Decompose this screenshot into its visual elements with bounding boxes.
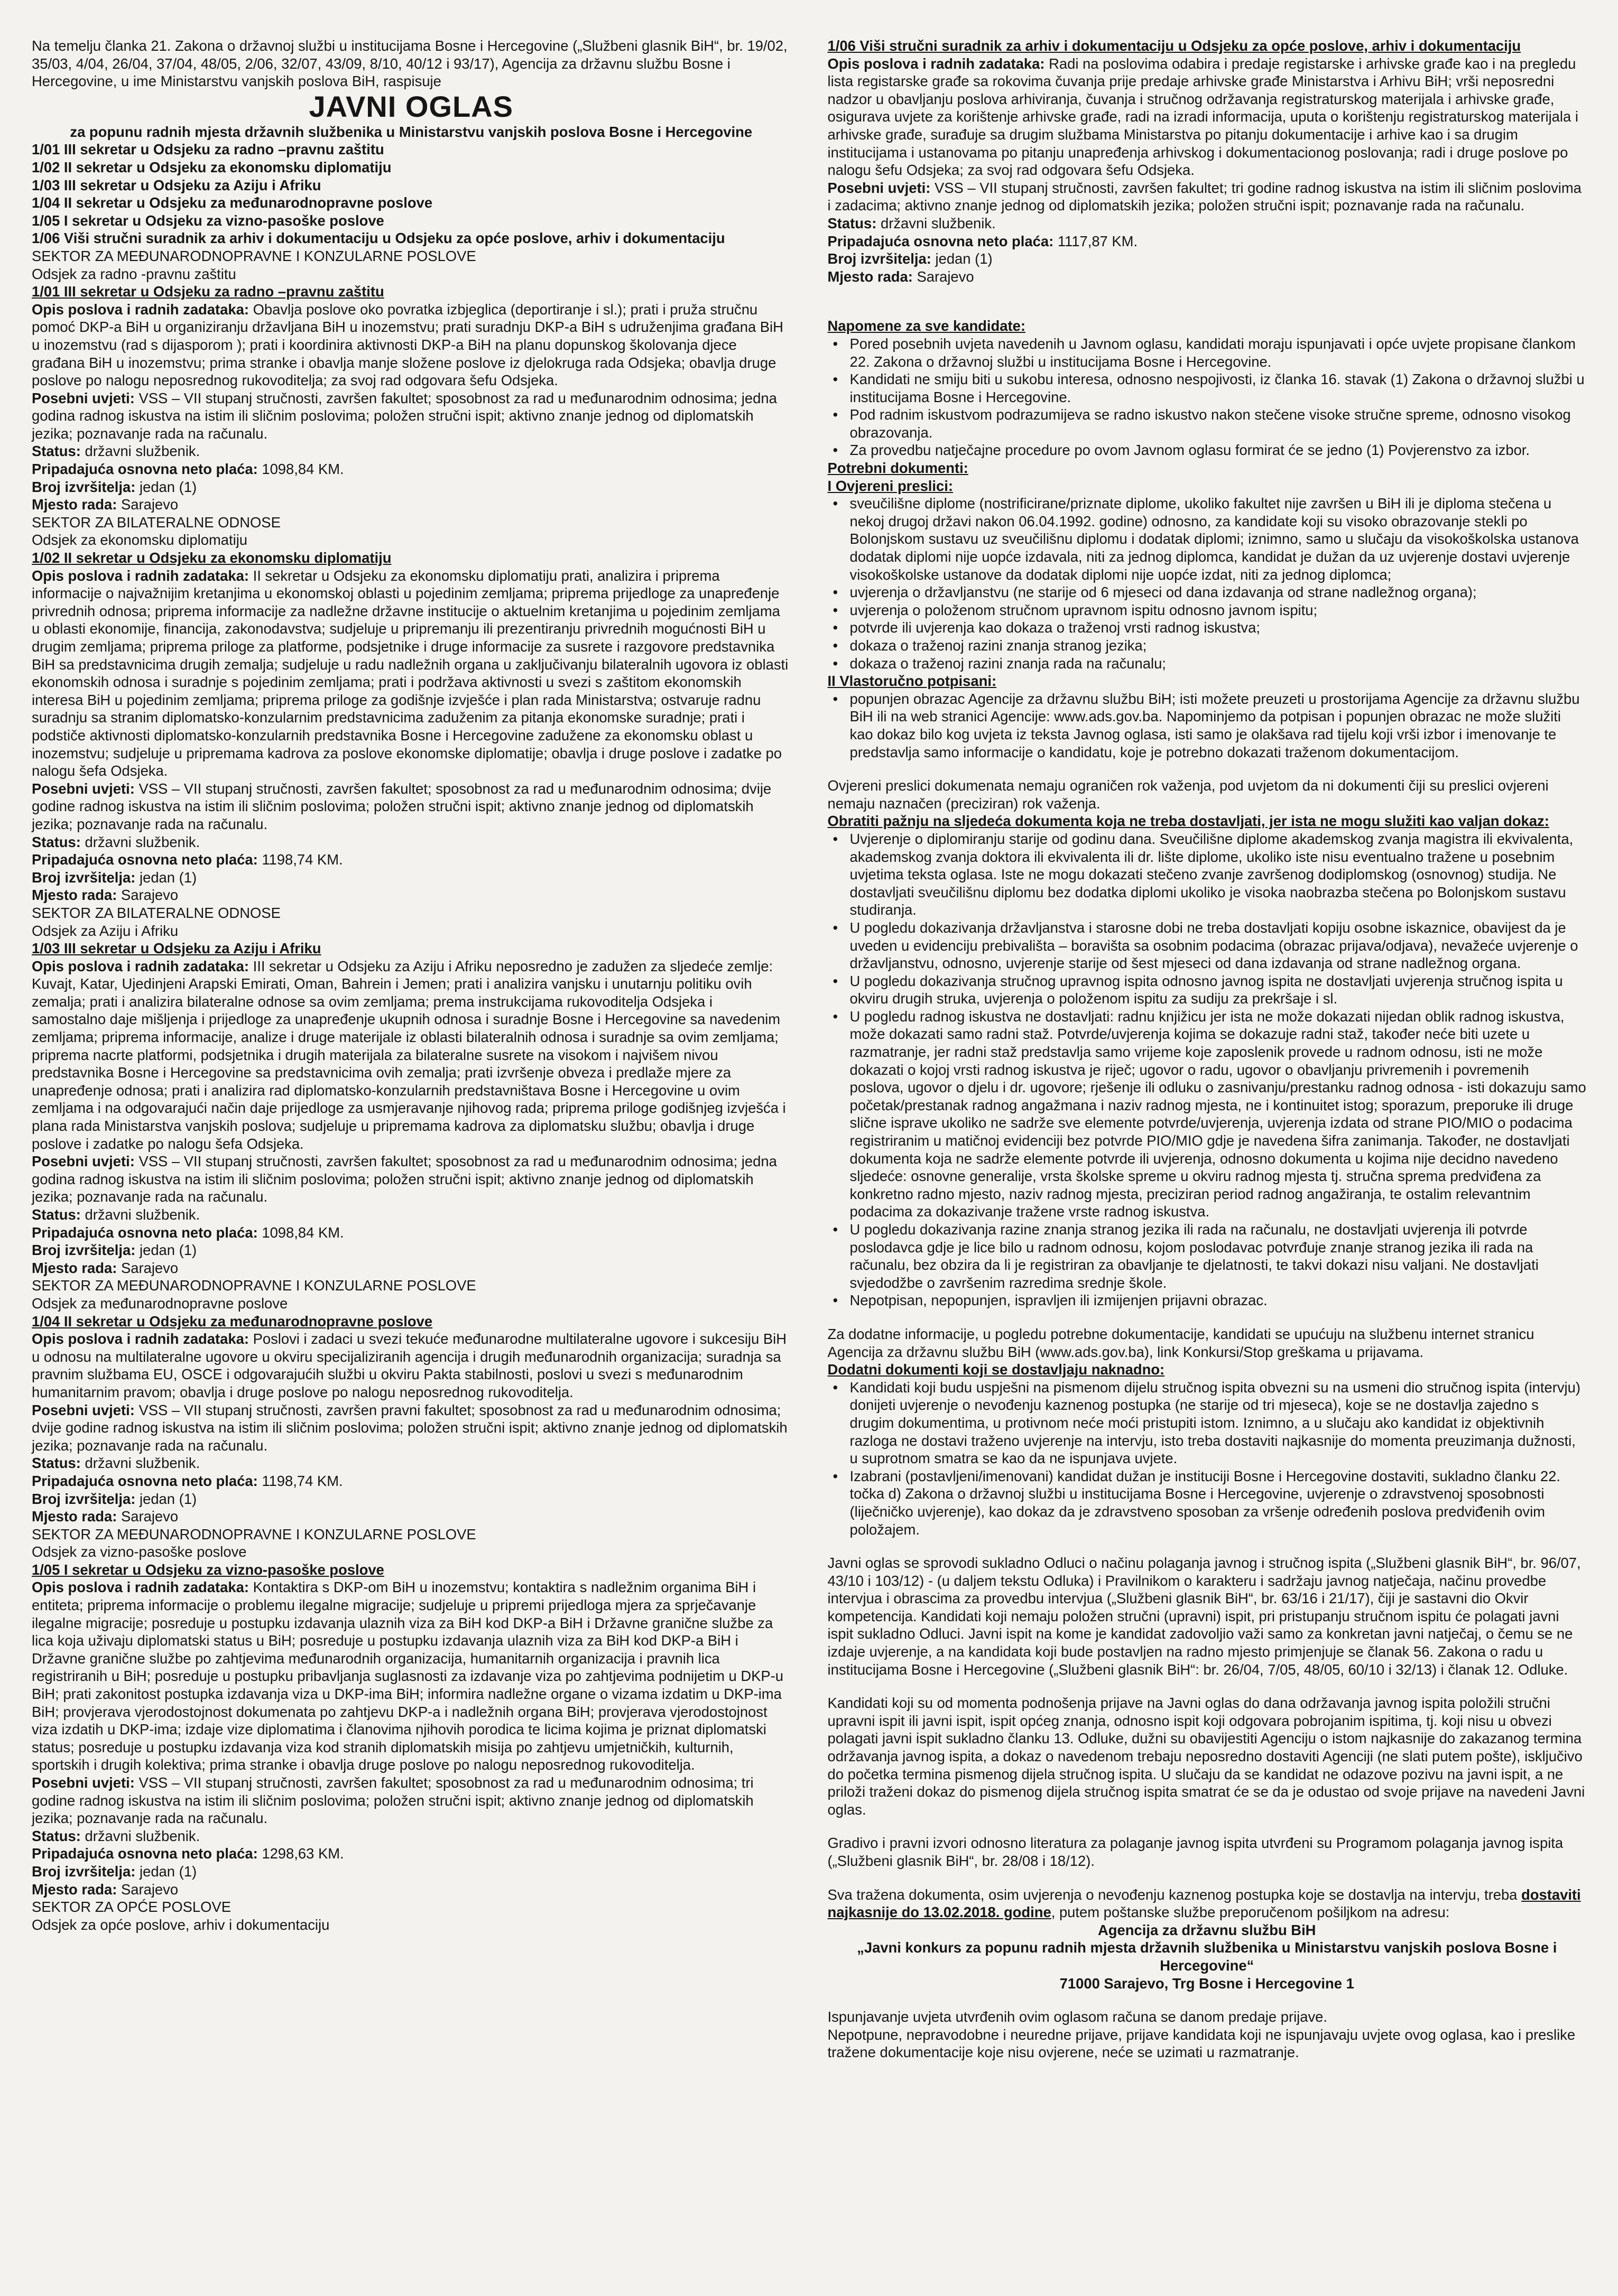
- position-list: [32, 141, 791, 247]
- additional-list: [828, 1379, 1587, 1538]
- position-status: Status: državni službenik.: [32, 1827, 200, 1844]
- list-item: • potvrde ili uvjerenja kao dokaza o traženoj vrsti radnog iskustva;: [850, 619, 1587, 637]
- literature-paragraph: Gradivo i pravni izvori odnosno literatura za polaganje javnog ispita utvrđeni su Programom polaganja javnog ispita („Službeni glasnik BiH“, br. 28/08 i 18/12).: [827, 1835, 1564, 1869]
- list-item: • Izabrani (postavljeni/imenovani) kandidat dužan je instituciji Bosne i Hercegovine dostaviti, sukladno članku 22. točka d) Zakona o državnoj službi u institucijama Bosne i Hercegovine, uvjerenje o zdravstvenoj sposobnosti (liječničko uvjerenje), kao dokaz da je zdravstveno sposoban za vršenje određenih poslova predviđenih ovim položajem.: [850, 1467, 1587, 1538]
- department-name: Odsjek za ekonomsku diplomatiju: [32, 532, 248, 549]
- mailing-address: [828, 1921, 1587, 1992]
- list-item: • U pogledu dokazivanja stručnog upravnog ispita odnosno javnog ispita ne dostavljati uvjerenja stručnog ispita u okviru drugih struka, uvjerenja o položenom ispitu za sudiju za prekršaje i sl.: [850, 972, 1587, 1008]
- department-name: Odsjek za vizno-pasoške poslove: [32, 1544, 247, 1560]
- position-description: Opis poslova i radnih zadataka: Obavlja poslove oko povratka izbjeglica (deportiranje i sl.); prati i pruža stručnu pomoć DKP-a BiH u organiziranju državljana BiH u inozemstvu; prati suradnju DKP-a BiH s udruženjima građana BiH u inozemstvu (rad s dijasporom ); prati i koordinira aktivnosti DKP-a BiH na planu dopunskog školovanja djece građana BiH u inozemstvu; prima stranke i obavlja manje složene poslove iz djelokruga rada Odsjeka; obavlja druge poslove po nalogu neposrednog rukovoditelja; za svoj rad odgovara šefu Odsjeka.: [32, 301, 783, 389]
- position-count: Broj izvršitelja: jedan (1): [827, 250, 993, 267]
- position-heading: 1/04 II sekretar u Odsjeku za međunarodnopravne poslove: [32, 1313, 433, 1330]
- position-salary: Pripadajuća osnovna neto plaća: 1098,84 KM.: [32, 1224, 344, 1241]
- sector-heading: [32, 1898, 791, 1934]
- sector-name: SEKTOR ZA MEĐUNARODNOPRAVNE I KONZULARNE POSLOVE: [32, 247, 476, 264]
- sector-name: SEKTOR ZA BILATERALNE ODNOSE: [32, 514, 281, 531]
- position-location: Mjesto rada: Sarajevo: [32, 1508, 179, 1525]
- additional-heading: Dodatni dokumenti koji se dostavljaju naknadno:: [827, 1361, 1165, 1378]
- right-column: [828, 37, 1587, 2275]
- position-description: Opis poslova i radnih zadataka: II sekretar u Odsjeku za ekonomsku diplomatiju prati, analizira i priprema informacije o najvažnijim kretanjima u ekonomskoj oblasti u pojedinim zemljama; priprema prijedloge za unapređenje privrednih odnosa; priprema informacije za nadležne državne institucije o aktuelnim kretanjima u pojedinim zemljama u oblasti ekonomije, financija, zakonodavstva; sudjeluje u pripremanju ili prezentiranju privrednih mogućnosti BiH u drugim zemljama; priprema priloge za platforme, podsjetnike i druge informacije za susrete i razgovore predstavnika BiH sa predstavnicima drugih zemalja; sudjeluje u radu nadležnih organa u zaključivanju bilateralnih ugovora iz oblasti ekonomskih odnosa i suradnje s pojedinim zemljama; prati i podržava aktivnosti u svezi s zaštitom ekonomskih interesa BiH u pojedinim zemljama; priprema priloge za godišnje izvješće i plan rada Ministarstva; ostvaruje radnu suradnju sa stranim diplomatsko-konzularnim predstavnicima zaduženim za pitanja ekonomske suradnje; prati i podstiče aktivnosti diplomatsko-konzularnih predstavnika Bosne i Hercegovine zadužene za ekonomsku oblast u inozemstvu; sudjeluje u pripremama kadrova za poslove ekonomske diplomatije; obavlja i druge poslove i zadatke po nalogu šefa Odsjeka.: [32, 567, 789, 779]
- department-name: Odsjek za Aziju i Afriku: [32, 922, 179, 939]
- list-item: • sveučilišne diplome (nostrificirane/priznate diplome, ukoliko fakultet nije završen u BiH ili je diploma stečena u nekoj drugoj državi nakon 06.04.1992. godine) odnosno, za kandidate koji su visoko obrazovanje stekli po Bolonjskom sustavu uz sveučilišnu diplomu i dodatak diplomi; iznimno, samo u slučaju da visokoškolska ustanova dodatak diplomi nije uopće izdavala, niti za jednog diplomca, kandidat je dužan da uz uvjerenje dostavi uvjerenje visokoškolske ustanove da dodatak diplomi nije uopće izdat, niti za jednog diplomca;: [850, 495, 1587, 583]
- candidates-paragraph: Kandidati koji su od momenta podnošenja prijave na Javni oglas do dana održavanja javnog ispita položili stručni upravni ispit ili javni ispit, ispit općeg znanja, odnosno ispit koji odgovara pobrojanim ispitima, tj. koji nisu u obvezi polagati javni ispit sukladno članku 13. Odluke, dužni su obavijestiti Agenciju o istom najkasnije do zakazanog termina održavanja javnog ispita, a dokaz o navedenom trebaju neposredno dostaviti Agenciji (ne slati putem pošte), isključivo do početka termina pismenog dijela stručnog ispita. U slučaju da se kandidat ne odazove pozivu na javni ispit, a ne priloži traženi dokaz do pismenog dijela stručnog ispita smatrat će se da je odustao od svoje prijave na navedeni Javni oglas.: [827, 1695, 1585, 1818]
- position-list-item: 1/05 I sekretar u Odsjeku za vizno-pasoške poslove: [32, 212, 384, 229]
- address-line: Agencija za državnu službu BiH: [1098, 1921, 1316, 1938]
- position-conditions: Posebni uvjeti: VSS – VII stupanj stručnosti, završen fakultet; sposobnost za rad u međunarodnim odnosima; jedna godina radnog iskustva na istim ili sličnim poslovima; položen stručni ispit; aktivno znanje jednog od diplomatskih jezika; poznavanje rada na računalu.: [32, 389, 777, 442]
- position-heading: 1/06 Viši stručni suradnik za arhiv i dokumentaciju u Odsjeku za opće poslove, arhiv i dokumentaciju: [827, 38, 1521, 54]
- sector-name: SEKTOR ZA MEĐUNARODNOPRAVNE I KONZULARNE POSLOVE: [32, 1526, 476, 1542]
- list-item: • Pored posebnih uvjeta navedenih u Javnom oglasu, kandidati moraju ispunjavati i opće uvjete propisane člankom 22. Zakona o državnoj službi u institucijama Bosne i Hercegovine.: [850, 335, 1587, 370]
- sector-name: SEKTOR ZA MEĐUNARODNOPRAVNE I KONZULARNE POSLOVE: [32, 1277, 476, 1294]
- position-block: [32, 549, 791, 904]
- list-item: • U pogledu radnog iskustva ne dostavljati: radnu knjižicu jer ista ne može dokazati nijedan oblik radnog iskustva, može dokazati samo radni staž. Potvrde/uvjerenja kojima se dokazuje radni staž, također neće biti uzete u razmatranje, jer radni staž predstavlja samo vrijeme koje zaposlenik provede u radnom odnosu, isti ne može dokazati o kojoj vrsti radnog iskustva je riječ; ugovor o radu, ugovor o obavljanju privremenih i povremenih poslova, ugovor o djelu i dr. ugovore; rješenje ili odluku o zasnivanju/prestanku radnog odnosa - isti dokazuju samo početak/prestanak radnog angažmana i naziv radnog mjesta, ne i kontinuitet istog; sporazum, preporuke ili druge slične isprave ukoliko ne sadrže sve elemente potvrde/uvjerenja, uvjerenja izdata od strane PIO/MIO o podacima registriranim u matičnoj evidenciji bez potvrde PIO/MIO gdje je navedena šifra zanimanja. Također, ne dostavljati dokumenta koja ne sadrže elemente potvrde ili uvjerenja, odnosno dokumenta u kojima nije decidno navedeno sljedeće: osnovne generalije, vrsta školske spreme u okviru radnog mjesta tj. stručna sprema predviđena za konkretno radno mjesto, naziv radnog mjesta, preciziran period radnog angažiranja, te ostalim relevantnim podacima za dokazivanje tražene vrste radnog iskustva.: [850, 1008, 1587, 1221]
- sector-heading: [32, 1277, 791, 1312]
- position-count: Broj izvršitelja: jedan (1): [32, 1242, 197, 1259]
- docs-heading: Potrebni dokumenti:: [827, 460, 968, 477]
- address-line: 71000 Sarajevo, Trg Bosne i Hercegovine 1: [1059, 1975, 1354, 1992]
- position-count: Broj izvršitelja: jedan (1): [32, 478, 197, 495]
- position-status: Status: državni službenik.: [32, 833, 200, 850]
- position-block: [828, 37, 1587, 285]
- list-item: • Uvjerenje o diplomiranju starije od godinu dana. Sveučilišne diplome akademskog zvanja magistra ili ekvivalenta, akademskog zvanja doktora ili ekvivalenta ili dr. lište diplome, ukoliko iste nisu eventualno tražene u posebnim uvjetima teksta oglasa. Iste ne mogu dokazati stečeno zvanje završenog dodiplomskog (osnovnog) studija. Ne dostavljati sveučilišnu diplomu bez dodatka diplomi ukoliko je visoka naobrazba stečena po Bolonjskom sustavu studiranja.: [850, 830, 1587, 919]
- position-count: Broj izvršitelja: jedan (1): [32, 1863, 197, 1880]
- position-block: [32, 940, 791, 1277]
- list-item: • Kandidati ne smiju biti u sukobu interesa, odnosno nespojivosti, iz članka 16. stavak (1) Zakona o državnoj službi u institucijama Bosne i Hercegovine.: [850, 370, 1587, 406]
- docs-list: [828, 495, 1587, 672]
- position-location: Mjesto rada: Sarajevo: [32, 887, 179, 904]
- position-heading: 1/01 III sekretar u Odsjeku za radno –pravnu zaštitu: [32, 283, 384, 300]
- position-heading: 1/05 I sekretar u Odsjeku za vizno-pasoške poslove: [32, 1561, 384, 1578]
- sector-heading: [32, 1526, 791, 1561]
- position-count: Broj izvršitelja: jedan (1): [32, 869, 197, 886]
- position-status: Status: državni službenik.: [827, 215, 996, 231]
- info-paragraph: Za dodatne informacije, u pogledu potrebne dokumentacije, kandidati se upućuju na službenu internet stranicu Agencija za državnu službu BiH (www.ads.gov.ba), link Konkursi/Stop greškama u prijavama.: [827, 1325, 1534, 1360]
- position-conditions: Posebni uvjeti: VSS – VII stupanj stručnosti, završen fakultet; sposobnost za rad u međunarodnim odnosima; tri godine radnog iskustva na istim ili sličnim poslovima; položen stručni ispit; aktivno znanje jednog od diplomatskih jezika; poznavanje rada na računalu.: [32, 1774, 754, 1827]
- position-list-item: 1/03 III sekretar u Odsjeku za Aziju i Afriku: [32, 176, 321, 193]
- position-description: Opis poslova i radnih zadataka: III sekretar u Odsjeku za Aziju i Afriku neposredno je zadužen za sljedeće zemlje: Kuvajt, Katar, Ujedinjeni Arapski Emirati, Oman, Bahrein i Jemen; prati i analizira vanjsku i unutarnju politiku ovih zemalja; prati i analizira bilateralne odnose sa ovim zemljama; prema instrukcijama rukovoditelja Odsjeka i samostalno daje mišljenja i prijedloge za unapređenje ukupnih odnosa i suradnje Bosne i Hercegovine sa navedenim zemljama; priprema informacije, analize i druge materijale iz oblasti bilateralnih odnosa i suradnje sa ovim zemljama; priprema nacrte platformi, podsjetnika i drugih materijala za bilateralne susrete na visokom i najvišem nivou predstavnika Bosne i Hercegovine sa predstavnicima ovih zemalja; prati izvršenje obveza i predlaže mjere za unapređenje odnosa; prati i analizira rad diplomatsko-konzularnih predstavništava Bosne i Hercegovine u ovim zemljama i na odgovarajući način daje prijedloge za usmjeravanje njihovog rada; priprema priloge godišnjeg izvješća i plana rada Ministarstva vanjskih poslova; sudjeluje u pripremama kadrova za diplomatsku službu; obavlja i druge poslove i zadatke po nalogu šefa Odsjeka.: [32, 958, 786, 1152]
- deadline-paragraph: Sva tražena dokumenta, osim uvjerenja o nevođenju kaznenog postupka koje se dostavlja na intervju, treba dostaviti najkasnije do 13.02.2018. godine, putem poštanske službe preporučenom pošiljkom na adresu:: [827, 1886, 1581, 1921]
- final-note: Ispunjavanje uvjeta utvrđenih ovim oglasom računa se danom predaje prijave.: [827, 2009, 1328, 2025]
- sector-heading: [32, 514, 791, 549]
- docs-subheading: I Ovjereni preslici:: [827, 477, 953, 494]
- list-item: • U pogledu dokazivanja državljanstva i starosne dobi ne treba dostavljati kopiju osobne iskaznice, obavijest da je uveden u evidenciju prebivališta – boravišta sa osobnim podacima (obrazac prijava/odjava), nevažeće uvjerenje o državljanstvu, odnosno, uvjerenje starije od šest mjeseci od dana izdavanja od strane nadležnog organa.: [850, 919, 1587, 972]
- sector-name: SEKTOR ZA OPĆE POSLOVE: [32, 1899, 231, 1916]
- department-name: Odsjek za radno -pravnu zaštitu: [32, 265, 236, 282]
- sector-name: SEKTOR ZA BILATERALNE ODNOSE: [32, 904, 281, 921]
- ad-subtitle: za popunu radnih mjesta državnih službenika u Ministarstvu vanjskih poslova Bosne i Hercegovine: [70, 123, 753, 140]
- position-salary: Pripadajuća osnovna neto plaća: 1117,87 KM.: [827, 233, 1138, 249]
- left-column: [32, 37, 791, 2275]
- position-location: Mjesto rada: Sarajevo: [32, 496, 179, 513]
- position-salary: Pripadajuća osnovna neto plaća: 1198,74 KM.: [32, 1472, 343, 1489]
- position-list-item: 1/06 Viši stručni suradnik za arhiv i dokumentaciju u Odsjeku za opće poslove, arhiv i dokumentaciju: [32, 230, 725, 247]
- final-note: Nepotpune, nepravodobne i neuredne prijave, prijave kandidata koji ne ispunjavaju uvjete ovog oglasa, kao i preslike tražene dokumentacije koje nisu ovjerene, neće se uzimati u razmatranje.: [827, 2026, 1576, 2061]
- position-conditions: Posebni uvjeti: VSS – VII stupanj stručnosti, završen pravni fakultet; sposobnost za rad u međunarodnim odnosima; dvije godine radnog iskustva na istim ili sličnim poslovima; položen stručni ispit; aktivno znanje jednog od diplomatskih jezika; poznavanje rada na računalu.: [32, 1401, 788, 1454]
- position-conditions: Posebni uvjeti: VSS – VII stupanj stručnosti, završen fakultet; sposobnost za rad u međunarodnim odnosima; jedna godina radnog iskustva na istim ili sličnim poslovima; položen stručni ispit; aktivno znanje jednog od diplomatskih jezika; poznavanje rada na računalu.: [32, 1153, 777, 1205]
- position-heading: 1/03 III sekretar u Odsjeku za Aziju i Afriku: [32, 940, 321, 957]
- warning-heading: Obratiti pažnju na sljedeća dokumenta koja ne treba dostavljati, jer ista ne mogu služiti kao valjan dokaz:: [827, 813, 1549, 830]
- position-count: Broj izvršitelja: jedan (1): [32, 1490, 197, 1507]
- position-block: [32, 1561, 791, 1898]
- position-heading: 1/02 II sekretar u Odsjeku za ekonomsku diplomatiju: [32, 550, 392, 566]
- position-status: Status: državni službenik.: [32, 443, 200, 460]
- position-block: [32, 283, 791, 514]
- list-item: • dokaza o traženoj razini znanja rada na računalu;: [850, 655, 1587, 673]
- position-conditions: Posebni uvjeti: VSS – VII stupanj stručnosti, završen fakultet; tri godine radnog iskustva na istim ili sličnim poslovima i zadacima; aktivno znanje jednog od diplomatskih jezika; položen stručni ispit; poznavanje rada na računalu.: [827, 179, 1582, 214]
- position-status: Status: državni službenik.: [32, 1455, 200, 1472]
- position-location: Mjesto rada: Sarajevo: [827, 268, 974, 285]
- docs-list: [828, 690, 1587, 761]
- position-description: Opis poslova i radnih zadataka: Kontaktira s DKP-om BiH u inozemstvu; kontaktira s nadležnim organima BiH i entiteta; priprema informacije o problemu ilegalne migracije; sudjeluje u pripremi prijedloga mjera za sprječavanje ilegalne migracije; posreduje u postupku izdavanja ulaznih viza za BiH kod DKP-a BiH i Državne granične službe za lica koja uživaju diplomatski status u BiH; posreduje u postupku izdavanja ulaznih viza za BiH kod DKP-a BiH i Državne granične službe po zahtjevima međunarodnih organizacija, humanitarnih organizacija i pravnih lica registriranih u BiH; posreduje u postupku pribavljanja suglasnosti za izdavanje viza po zahtjevima podnijetim u DKP-u BiH; prati zakonitost postupka izdavanja viza u DKP-ima BiH; informira nadležne organe o vizama izdatim u DKP-ima BiH; provjerava vjerodostojnost dokumenata po zahtjevu DKP-a i nadležnih organa BiH; provjerava vjerodostojnost viza izdatih u DKP-ima; izdaje vize diplomatima i članovima njihovih porodica te licima kojima je priznat diplomatski status; posreduje u postupku izdavanja viza kod stranih diplomatskih misija po zahtjevu umjetničkih, kulturnih, sportskih i drugih kolektiva; prima stranke i obavlja druge poslove po nalogu neposrednog rukovoditelja.: [32, 1579, 784, 1773]
- position-conditions: Posebni uvjeti: VSS – VII stupanj stručnosti, završen fakultet; sposobnost za rad u međunarodnim odnosima; dvije godine radnog iskustva na istim ili sličnim poslovima; položen stručni ispit; aktivno znanje jednog od diplomatskih jezika; poznavanje rada na računalu.: [32, 780, 772, 832]
- position-salary: Pripadajuća osnovna neto plaća: 1198,74 KM.: [32, 851, 343, 868]
- position-salary: Pripadajuća osnovna neto plaća: 1298,63 KM.: [32, 1845, 344, 1862]
- department-name: Odsjek za opće poslove, arhiv i dokumentaciju: [32, 1916, 330, 1933]
- intro-paragraph: Na temelju članka 21. Zakona o državnoj službi u institucijama Bosne i Hercegovine („Službeni glasnik BiH“, br. 19/02, 35/03, 4/04, 26/04, 37/04, 48/05, 2/06, 32/07, 43/09, 8/10, 40/12 i 93/17), Agencija za državnu službu Bosne i Hercegovine, u ime Ministarstvu vanjskih poslova BiH, raspisuje: [32, 38, 788, 90]
- list-item: • Pod radnim iskustvom podrazumijeva se radno iskustvo nakon stečene visoke stručne spreme, odnosno visokog obrazovanja.: [850, 406, 1587, 441]
- exam-paragraph: Javni oglas se sprovodi sukladno Odluci o načinu polaganja javnog i stručnog ispita („Službeni glasnik BiH“, br. 96/07, 43/10 i 103/12) - (u daljem tekstu Odluka) i Pravilnikom o karakteru i sadržaju javnog natječaja, načinu provedbe intervjua i obrascima za provedbu intervjua („Službeni glasnik BiH“, br. 63/16 i 21/17), čiji je sastavni dio Okvir kompetencija. Kandidati koji nemaju položen stručni (upravni) ispit, pri pristupanju stručnom ispitu će polagati javni ispit sukladno Odluci. Javni ispit na kome je kandidat zadovoljio važi samo za konkretan javni natječaj, o čemu se ne izdaje uvjerenje, a na kandidata koji bude postavljen na radno mjesto primjenjuje se članak 56. Zakona o radu u institucijama Bosne i Hercegovine („Službeni glasnik BiH“: br. 26/04, 7/05, 48/05, 60/10 i 32/13) i članak 12. Odluke.: [827, 1555, 1581, 1678]
- list-item: • Kandidati koji budu uspješni na pismenom dijelu stručnog ispita obvezni su na usmeni dio stručnog ispita (intervju) donijeti uvjerenje o nevođenju kaznenog postupka (ne starije od tri mjeseca), koje se ne dostavlja zajedno s drugim dokumentima, u protivnom neće moći pristupiti istom. Iznimno, a u slučaju ako kandidat iz objektivnih razloga ne dostavi traženo uvjerenje na intervju, isto treba dostaviti najkasnije do momenta preuzimanja dužnosti, u suprotnom smatra se kao da ne ispunjava uvjete.: [850, 1379, 1587, 1467]
- sector-heading: [32, 247, 791, 283]
- address-line: „Javni konkurs za popunu radnih mjesta državnih službenika u Ministarstvu vanjskih poslova Bosne i Hercegovine“: [857, 1939, 1557, 1974]
- notes-heading: Napomene za sve kandidate:: [827, 318, 1025, 334]
- list-item: • uvjerenja o položenom stručnom upravnom ispitu odnosno javnom ispitu;: [850, 601, 1587, 619]
- list-item: • popunjen obrazac Agencije za državnu službu BiH; isti možete preuzeti u prostorijama Agencije za državnu službu BiH ili na web stranici Agencije: www.ads.gov.ba. Napominjemo da potpisan i popunjen obrazac ne može služiti kao dokaz bilo kog uvjeta iz teksta Javnog oglasa, isti samo je olakšava rad tijelu koji vrši izbor i imenovanje te predstavlja samo informacije o kandidatu, koje je potrebno dokazati traženom dokumentacijom.: [850, 690, 1587, 761]
- position-list-item: 1/04 II sekretar u Odsjeku za međunarodnopravne poslove: [32, 194, 433, 211]
- position-status: Status: državni službenik.: [32, 1206, 200, 1223]
- list-item: • Nepotpisan, nepopunjen, ispravljen ili izmijenjen prijavni obrazac.: [850, 1291, 1587, 1309]
- list-item: • uvjerenja o državljanstvu (ne starije od 6 mjeseci od dana izdavanja od strane nadležnog organa);: [850, 583, 1587, 601]
- list-item: • dokaza o traženoj razini znanja stranog jezika;: [850, 637, 1587, 655]
- ad-title: JAVNI OGLAS: [309, 89, 513, 123]
- sector-heading: [32, 904, 791, 940]
- position-block: [32, 1313, 791, 1526]
- docs-validity: Ovjereni preslici dokumenata nemaju ograničen rok važenja, pod uvjetom da ni dokumenti čiji su preslici ovjereni nemaju naznačen (preciziran) rok važenja.: [827, 777, 1549, 812]
- department-name: Odsjek za međunarodnopravne poslove: [32, 1295, 288, 1312]
- list-item: • U pogledu dokazivanja razine znanja stranog jezika ili rada na računalu, ne dostavljati uvjerenja ili potvrde poslodavca gdje je lice bilo u radnom odnosu, kojom poslodavac potvrđuje znanje stranog jezika ili rada na računalu, bez obzira da li je registriran za obavljanje te djelatnosti, te takvi dokazi nisu valjani. Ne dostavljati svjedodžbe o završenim razredima srednje škole.: [850, 1221, 1587, 1291]
- warning-list: [828, 830, 1587, 1309]
- position-list-item: 1/02 II sekretar u Odsjeku za ekonomsku diplomatiju: [32, 159, 392, 175]
- position-salary: Pripadajuća osnovna neto plaća: 1098,84 KM.: [32, 461, 344, 478]
- position-location: Mjesto rada: Sarajevo: [32, 1881, 179, 1898]
- position-description: Opis poslova i radnih zadataka: Poslovi i zadaci u svezi tekuće međunarodne multilateralne ugovore i sukcesiju BiH u odnosu na multilateralne ugovore u okviru specijaliziranih agencija i drugih međunarodnih organizacija; suradnja sa pravnim službama EU, OSCE i odgovarajućih službi u okviru Pakta stabilnosti, poslovi u svezi s međunarodnim humanitarnim pravom; obavlja i druge poslove po nalogu neposrednog rukovoditelja.: [32, 1331, 787, 1400]
- deadline-date: dostaviti najkasnije do 13.02.2018. godine: [827, 1886, 1581, 1921]
- position-description: Opis poslova i radnih zadataka: Radi na poslovima odabira i predaje registarske i arhivske građe kao i na pregledu lista registarske građe sa rokovima čuvanja prije predaje arhivske građe Ministarstva i Arhivu BiH; vrši neposredni nadzor u obavljanju poslova arhiviranja, čuvanja i stručnog održavanja registraturskog materijala i arhivske građe, osigurava uvjete za korištenje arhivske građe, radi na izradi informacija, uputa o korištenju registraturskog materijala i arhivske građe, surađuje sa drugim službama Ministarstva po pitanju dokumentacije i arhive kao i sa drugim institucijama i ustanovama po pitanju unapređenja arhivskog i dokumentacionog poslovanja; radi i druge poslove po nalogu šefu Odsjeka; za svoj rad odgovara šefu Odsjeka.: [827, 55, 1578, 179]
- position-location: Mjesto rada: Sarajevo: [32, 1259, 179, 1276]
- docs-subheading: II Vlastoručno potpisani:: [827, 673, 997, 690]
- list-item: • Za provedbu natječajne procedure po ovom Javnom oglasu formirat će se jedno (1) Povjerenstvo za izbor.: [850, 441, 1587, 459]
- position-list-item: 1/01 III sekretar u Odsjeku za radno –pravnu zaštitu: [32, 141, 384, 158]
- notes-list: [828, 335, 1587, 459]
